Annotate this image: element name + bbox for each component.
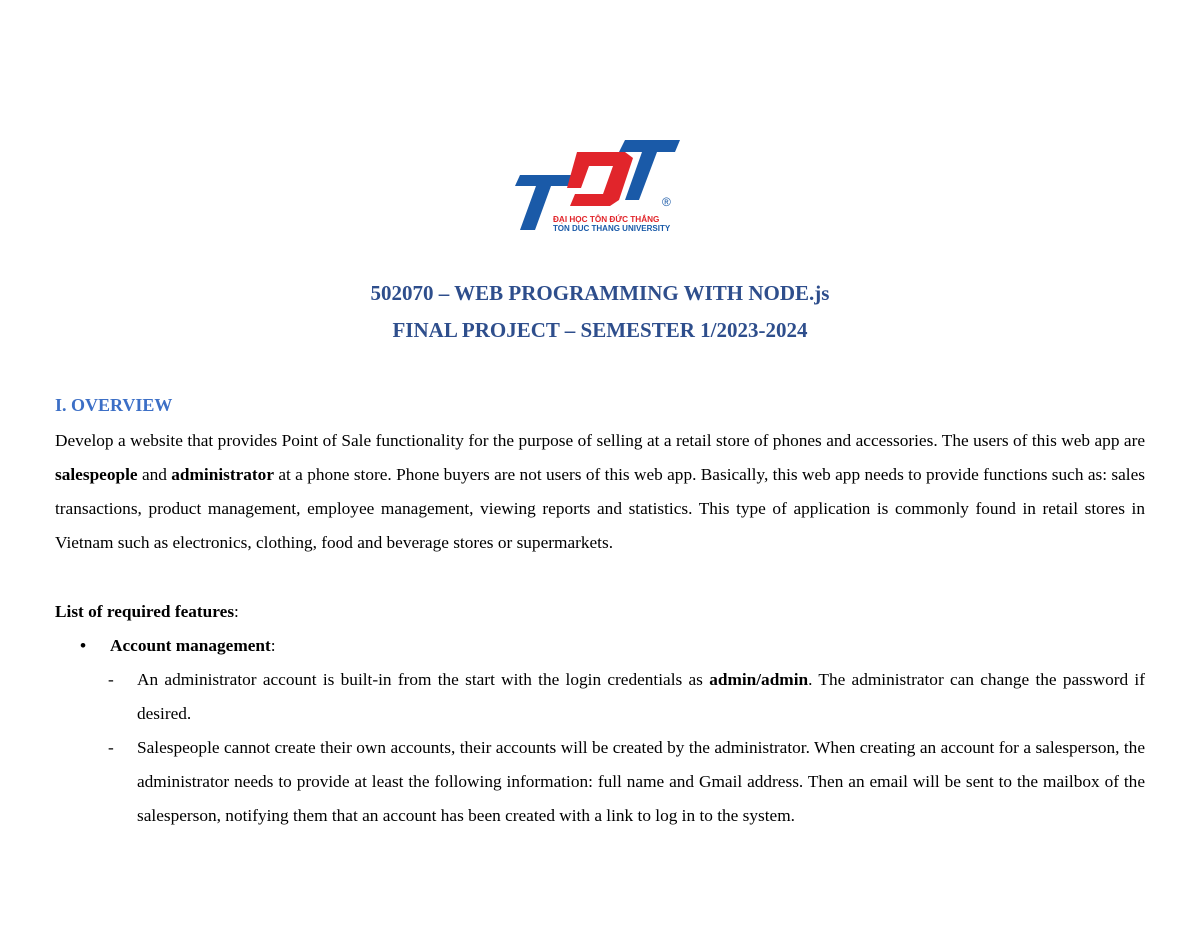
logo-letter-d <box>567 152 633 206</box>
account-item-admin-text <box>137 663 1145 731</box>
dash-icon: - <box>108 670 114 689</box>
overview-text-3: at a phone store. Phone buyers are not users of this web app. Basically, this web app needs to provide functions such as: sales transactions, product management, employee management, viewing reports and statistics. This type of application is commonly found in retail stores in Vietnam such as electronics, clothing, food and beverage stores or supermarkets. <box>55 465 1145 552</box>
account-item-admin <box>108 663 1145 731</box>
features-heading-colon: : <box>234 602 239 621</box>
overview-bold-administrator: administrator <box>171 465 274 484</box>
account-management-colon: : <box>270 636 276 655</box>
overview-text-1: Develop a website that provides Point of Sale functionality for the purpose of selling at a retail store of phones and accessories. The users of this web app are <box>55 431 1145 450</box>
logo-text-english: TON DUC THANG UNIVERSITY <box>553 224 671 233</box>
bullet-icon: • <box>80 636 87 655</box>
account-item-salespeople-text: Salespeople cannot create their own accounts, their accounts will be created by the administrator. When creating an account for a salesperson, the administrator needs to provide at least the following information: full name and Gmail address. Then an email will be sent to the mailbox of the salesperson, notifying them that an account has been created with a link to log in to the system. <box>137 738 1145 825</box>
dash-icon: - <box>108 738 114 757</box>
features-heading-text: List of required features <box>55 602 235 621</box>
overview-paragraph <box>55 424 1145 560</box>
item1-credentials: admin/admin <box>709 670 809 689</box>
overview-bold-salespeople: salespeople <box>55 465 138 484</box>
item1-text-c: . The administrator can change the password if desired. <box>137 670 1145 723</box>
bullet-account-management <box>80 629 276 663</box>
university-logo <box>515 140 690 235</box>
section-heading-overview: I. OVERVIEW <box>55 395 173 415</box>
logo-registered-mark: ® <box>662 195 671 209</box>
overview-text-2: and <box>137 465 172 484</box>
course-title: 502070 – WEB PROGRAMMING WITH NODE.js <box>370 281 830 305</box>
account-item-salespeople <box>108 731 1145 833</box>
item1-text-a: An administrator account is built-in from the start with the login credentials as <box>137 670 710 689</box>
logo-text-vietnamese: ĐẠI HỌC TÔN ĐỨC THẮNG <box>553 215 660 224</box>
project-title: FINAL PROJECT – SEMESTER 1/2023-2024 <box>392 318 808 342</box>
features-heading <box>55 595 239 629</box>
account-management-label: Account management <box>110 636 271 655</box>
